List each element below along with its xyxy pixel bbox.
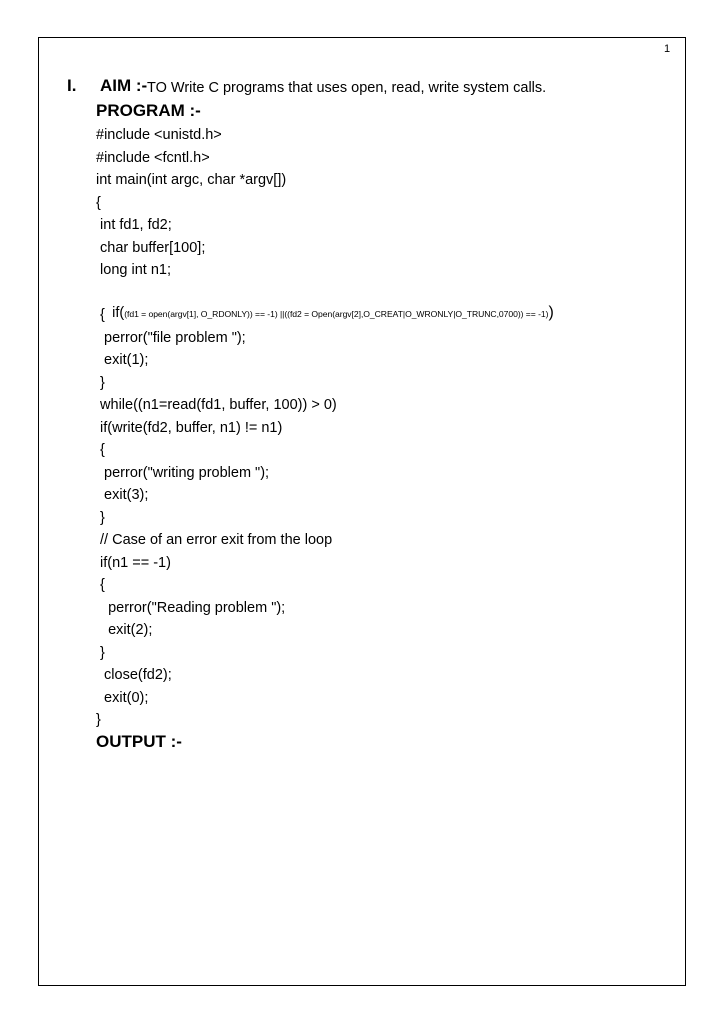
aim-label: AIM :- <box>100 76 148 95</box>
section-number: I. <box>67 76 77 95</box>
page-number: 1 <box>664 43 671 55</box>
code-line-while-read: while((n1=read(fd1, buffer, 100)) > 0) <box>96 397 337 413</box>
program-heading: PROGRAM :- <box>96 101 201 120</box>
code-line-n1-brace-open: { <box>96 577 105 593</box>
code-line-exit-3: exit(3); <box>96 487 149 503</box>
code-line-n1-brace-close: } <box>96 645 105 661</box>
code-line-comment: // Case of an error exit from the loop <box>96 532 333 548</box>
code-line-write-brace-close: } <box>96 510 105 526</box>
condition-prefix: if( <box>112 305 125 321</box>
code-line-write-brace-open: { <box>96 442 105 458</box>
code-line-include-fcntl: #include <fcntl.h> <box>96 150 210 166</box>
code-line-main-signature: int main(int argc, char *argv[]) <box>96 172 287 188</box>
code-line-declare-n1: long int n1; <box>96 262 171 278</box>
code-line-exit-0: exit(0); <box>96 690 149 706</box>
code-line-declare-fds: int fd1, fd2; <box>96 217 172 233</box>
code-line-declare-buffer: char buffer[100]; <box>96 240 206 256</box>
condition-inner: (fd1 = open(argv[1], O_RDONLY)) == -1) ||((fd2 = Open(argv[2],O_CREAT|O_WRONLY|O_TRUNC,0700)) == -1) <box>124 309 549 319</box>
code-line-open-brace: { <box>96 195 101 211</box>
condition-suffix: ) <box>548 304 554 321</box>
code-line-if-brace-close: } <box>96 375 105 391</box>
code-line-perror-writing: perror("writing problem "); <box>96 465 270 481</box>
code-line-close-fd2: close(fd2); <box>96 667 172 683</box>
code-line-if-n1: if(n1 == -1) <box>96 555 171 571</box>
code-line-if-brace-open: { <box>96 307 105 323</box>
code-line-exit-1: exit(1); <box>96 352 149 368</box>
code-line-include-unistd: #include <unistd.h> <box>96 127 222 143</box>
code-line-exit-2: exit(2); <box>96 622 153 638</box>
output-heading: OUTPUT :- <box>96 732 182 751</box>
code-line-if-write: if(write(fd2, buffer, n1) != n1) <box>96 420 283 436</box>
code-line-perror-reading: perror("Reading problem "); <box>96 600 286 616</box>
code-line-close-brace: } <box>96 712 101 728</box>
aim-text: TO Write C programs that uses open, read, write system calls. <box>147 80 547 96</box>
code-line-perror-file: perror("file problem "); <box>96 330 246 346</box>
